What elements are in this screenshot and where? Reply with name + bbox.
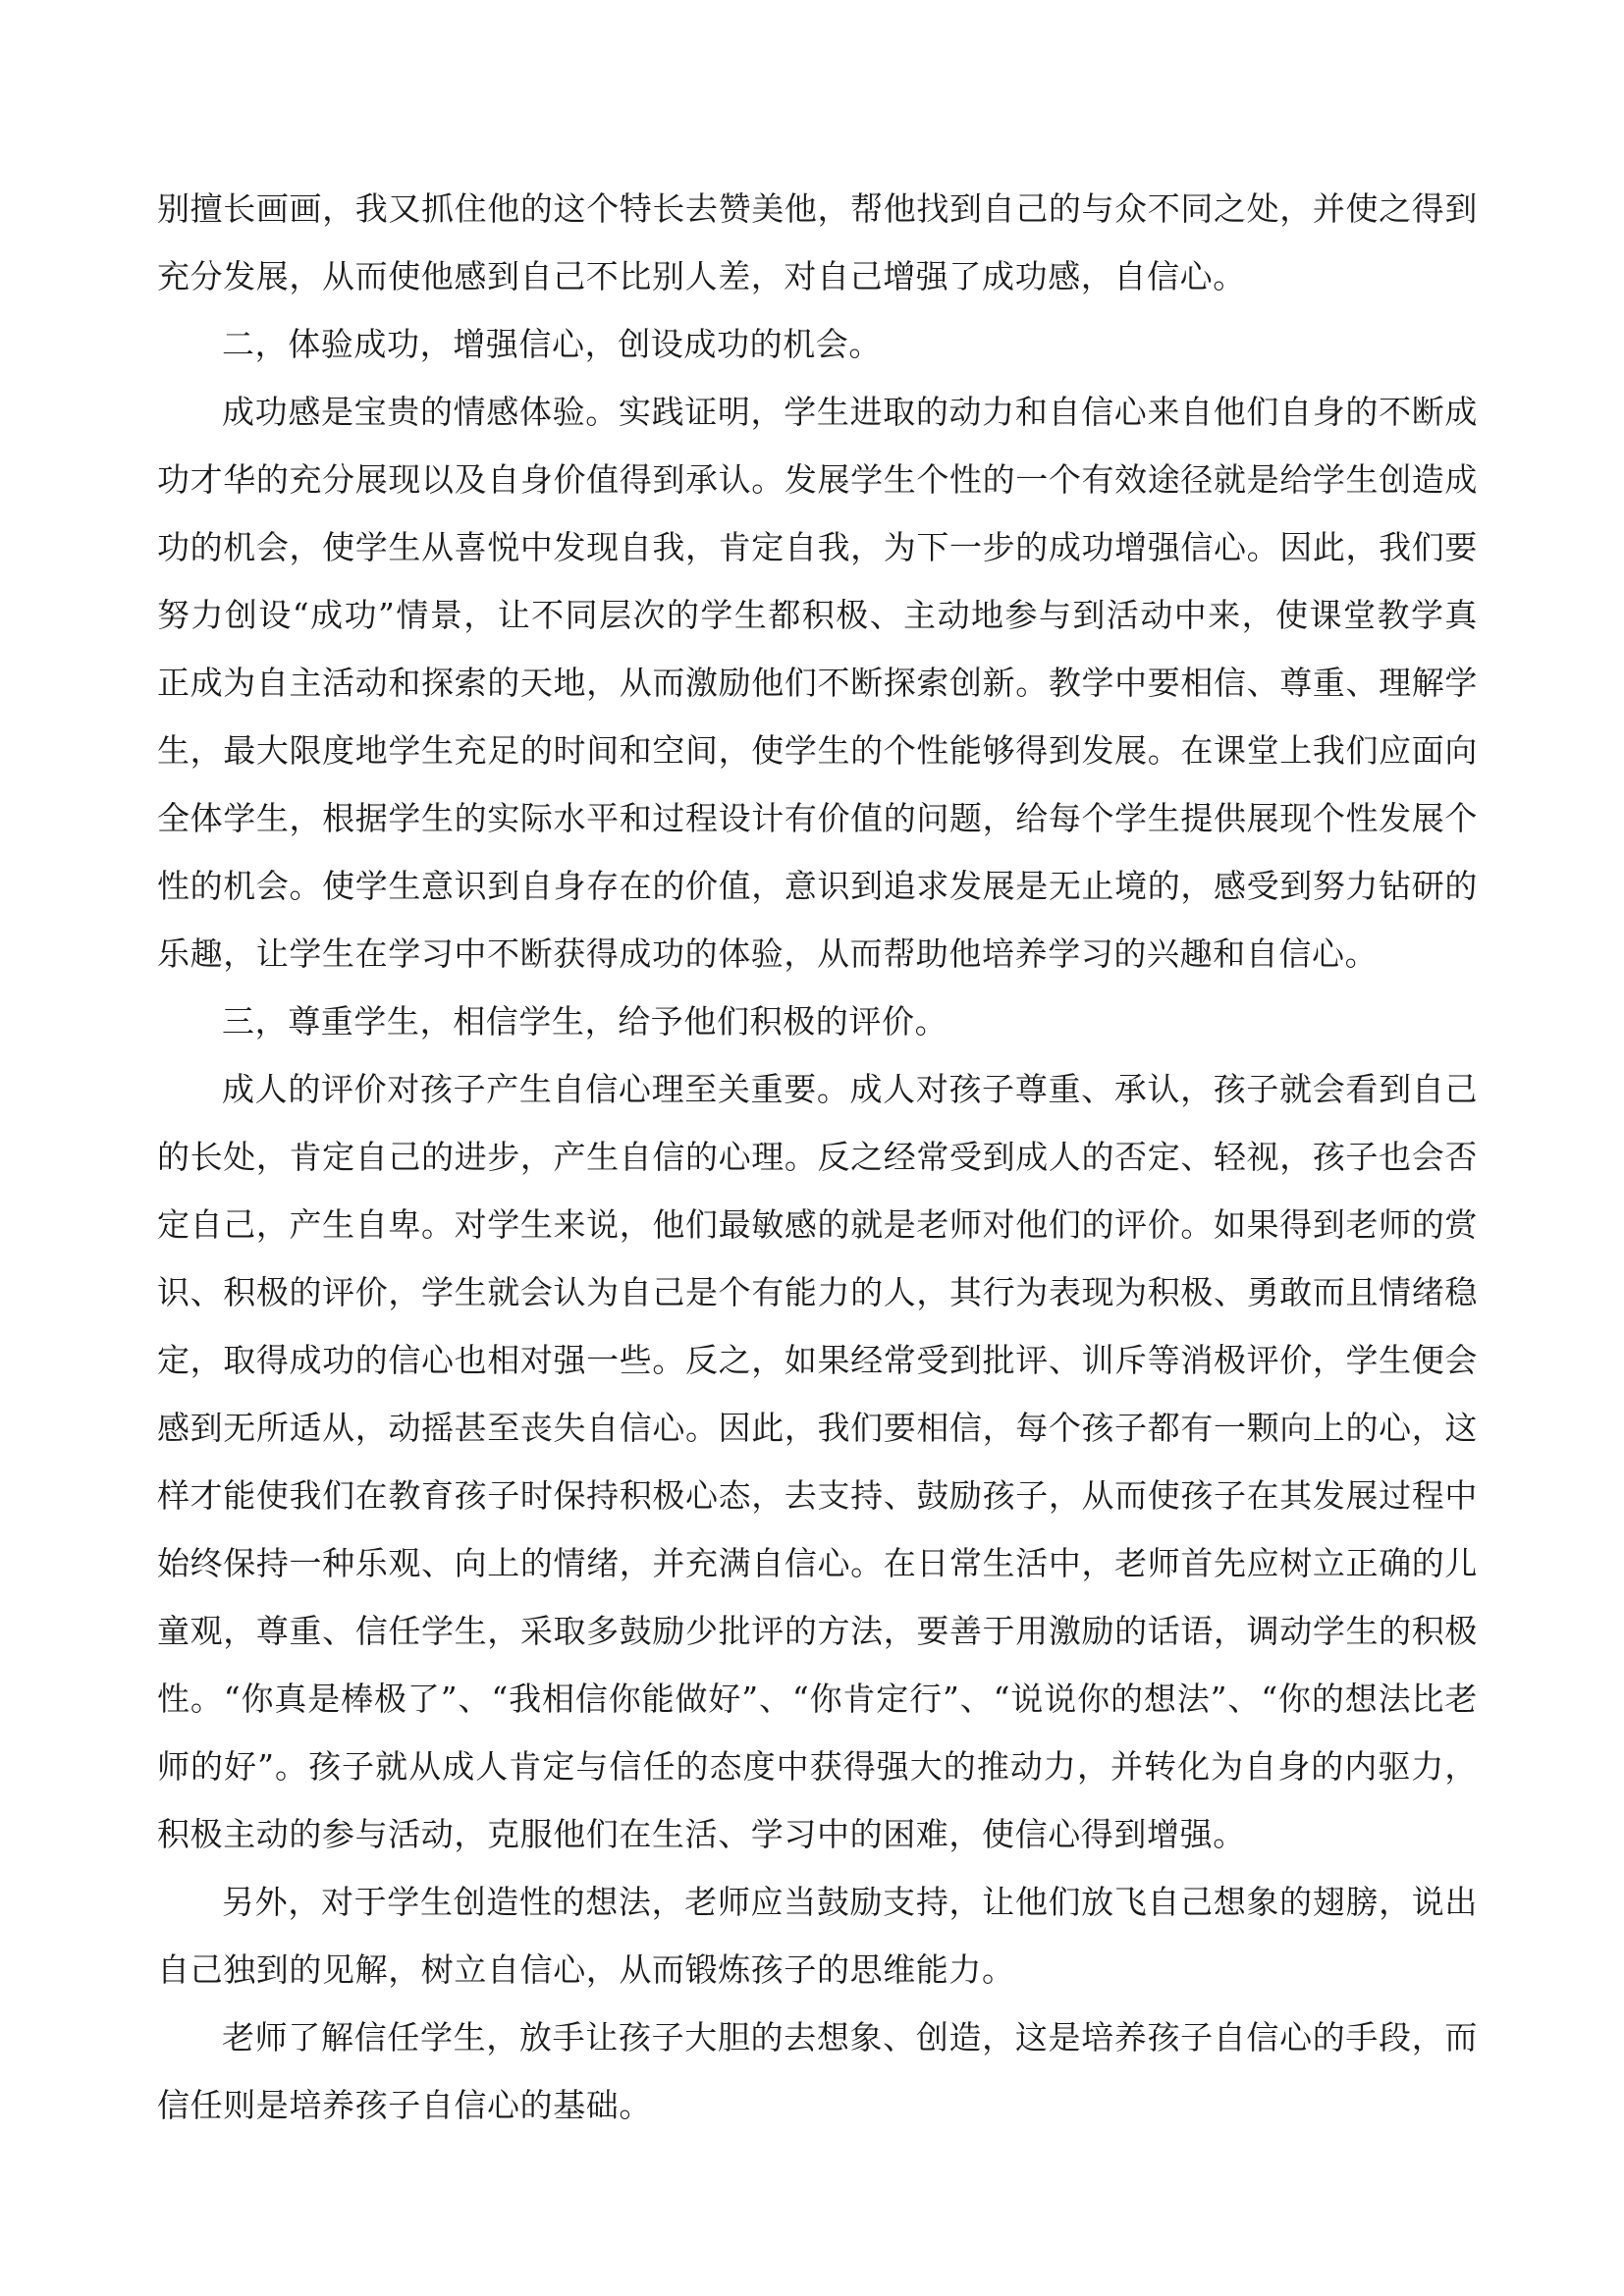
paragraph-adult-evaluation: 成人的评价对孩子产生自信心理至关重要。成人对孩子尊重、承认，孩子就会看到自己的长处，肯定自己的进步，产生自信的心理。反之经常受到成人的否定、轻视，孩子也会否定自己，产生自卑。对学生来说，他们最敏感的就是老师对他们的评价。如果得到老师的赏识、积极的评价，学生就会认为自己是个有能力的人，其行为表现为积极、勇敢而且情绪稳定，取得成功的信心也相对强一些。反之，如果经常受到批评、训斥等消极评价，学生便会感到无所适从，动摇甚至丧失自信心。因此，我们要相信，每个孩子都有一颗向上的心，这样才能使我们在教育孩子时保持积极心态，去支持、鼓励孩子，从而使孩子在其发展过程中始终保持一种乐观、向上的情绪，并充满自信心。在日常生活中，老师首先应树立正确的儿童观，尊重、信任学生，采取多鼓励少批评的方法，要善于用激励的话语，调动学生的积极性。“你真是棒极了”、“我相信你能做好”、“你肯定行”、“说说你的想法”、“你的想法比老师的好”。孩子就从成人肯定与信任的态度中获得强大的推动力，并转化为自身的内驱力，积极主动的参与活动，克服他们在生活、学习中的困难，使信心得到增强。 [157, 1070, 1478, 1853]
paragraph-creative-ideas: 另外，对于学生创造性的想法，老师应当鼓励支持，让他们放飞自己想象的翅膀，说出自己独到的见解，树立自信心，从而锻炼孩子的思维能力。 [157, 1883, 1478, 1989]
section-heading-two: 二，体验成功，增强信心，创设成功的机会。 [222, 325, 882, 363]
paragraph-continuation: 别擅长画画，我又抓住他的这个特长去赞美他，帮他找到自己的与众不同之处，并使之得到充分发展，从而使他感到自己不比别人差，对自己增强了成功感，自信心。 [157, 189, 1478, 295]
section-heading-three: 三，尊重学生，相信学生，给予他们积极的评价。 [222, 1002, 948, 1041]
paragraph-success-experience: 成功感是宝贵的情感体验。实践证明，学生进取的动力和自信心来自他们自身的不断成功才华的充分展现以及自身价值得到承认。发展学生个性的一个有效途径就是给学生创造成功的机会，使学生从喜悦中发现自我，肯定自我，为下一步的成功增强信心。因此，我们要努力创设“成功”情景，让不同层次的学生都积极、主动地参与到活动中来，使课堂教学真正成为自主活动和探索的天地，从而激励他们不断探索创新。教学中要相信、尊重、理解学生，最大限度地学生充足的时间和空间，使学生的个性能够得到发展。在课堂上我们应面向全体学生，根据学生的实际水平和过程设计有价值的问题，给每个学生提供展现个性发展个性的机会。使学生意识到自身存在的价值，意识到追求发展是无止境的，感受到努力钻研的乐趣，让学生在学习中不断获得成功的体验，从而帮助他培养学习的兴趣和自信心。 [157, 393, 1478, 973]
document-body [157, 175, 1478, 2139]
paragraph-trust-foundation: 老师了解信任学生，放手让孩子大胆的去想象、创造，这是培养孩子自信心的手段，而信任则是培养孩子自信心的基础。 [157, 2018, 1478, 2124]
